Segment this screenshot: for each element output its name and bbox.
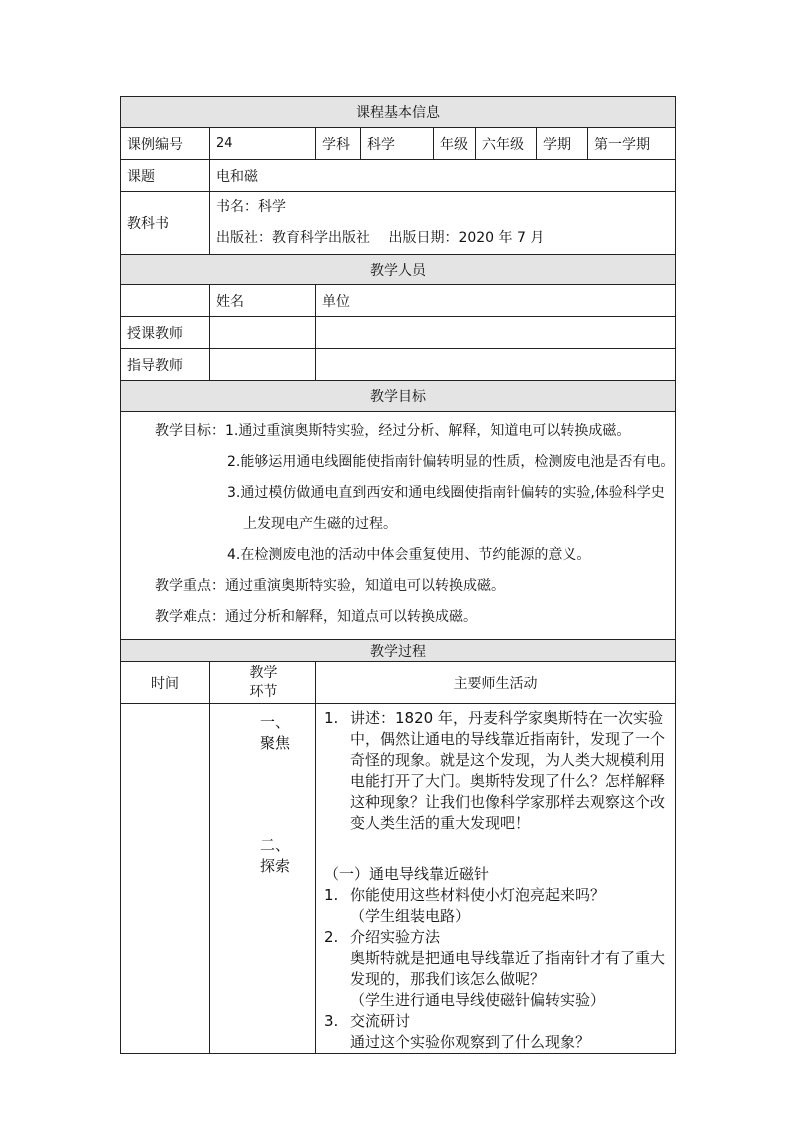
mentor-name (210, 349, 316, 381)
textbook-label: 教科书 (121, 192, 210, 255)
section-staff: 教学人员 (121, 255, 676, 285)
goal-1: 教学目标：1.通过重演奥斯特实验，经过分析、解释，知道电可以转换成磁。 (155, 423, 631, 439)
case-no-label: 课例编号 (121, 128, 210, 160)
grade-label: 年级 (434, 128, 476, 160)
teacher-name (210, 317, 316, 349)
col-stage: 教学环节 (249, 664, 278, 700)
staff-col-name: 姓名 (210, 285, 316, 317)
term-label: 学期 (537, 128, 588, 160)
objectives-block (121, 412, 676, 640)
time-cell (121, 704, 210, 1054)
stage-focus: 一、聚焦 (260, 713, 291, 752)
key-point: 教学重点：通过重演奥斯特实验，知道电可以转换成磁。 (155, 578, 505, 594)
staff-empty-cell (121, 285, 210, 317)
teacher-label: 授课教师 (121, 317, 210, 349)
question-3: 3. 交流研讨 (324, 1012, 411, 1030)
term-value: 第一学期 (588, 128, 676, 160)
subject-label: 学科 (316, 128, 361, 160)
section-basic-info: 课程基本信息 (121, 97, 676, 128)
mentor-label: 指导教师 (121, 349, 210, 381)
question-2-body: 奥斯特就是把通电导线靠近了指南针才有了重大发现的，那我们该怎么做呢？ (350, 949, 666, 988)
case-no-value: 24 (210, 128, 316, 160)
stage-explore: 二、探索 (260, 836, 291, 875)
main-activities (316, 704, 676, 1054)
lesson-plan-table (120, 96, 676, 1054)
goal-3-cont: 上发现电产生磁的过程。 (243, 516, 397, 532)
goal-3: 3.通过模仿做通电直到西安和通电线圈使指南针偏转的实验,体验科学史 (227, 485, 665, 501)
grade-value: 六年级 (476, 128, 537, 160)
intro-item: 1. 讲述：1820 年，丹麦科学家奥斯特在一次实验中，偶然让通电的导线靠近指南针，发现了一个奇怪的现象。就是这个发现，为人类大规模利用电能打开了大门。奥斯特发现了什么？怎样解释这种现象？让我们也像科学家那样去观察这个改变人类生活的重大发现吧！ (324, 708, 669, 834)
teacher-unit (316, 317, 676, 349)
question-2: 2. 介绍实验方法 (324, 928, 441, 946)
publisher-line: 出版社：教育科学出版社 出版日期：2020 年 7 月 (216, 230, 545, 246)
intro-text: 讲述：1820 年，丹麦科学家奥斯特在一次实验中，偶然让通电的导线靠近指南针，发现了一个奇怪的现象。就是这个发现，为人类大规模利用电能打开了大门。奥斯特发现了什么？怎样解释这种现象？让我们也像科学家那样去观察这个改变人类生活的重大发现吧！ (350, 709, 666, 832)
book-name: 书名：科学 (216, 199, 286, 215)
section-title: （一）通电导线靠近磁针 (324, 865, 490, 883)
question-1-note: （学生组装电路） (350, 907, 471, 925)
question-3-body: 通过这个实验你观察到了什么现象？ (350, 1033, 591, 1051)
topic-label: 课题 (121, 160, 210, 192)
difficulty: 教学难点：通过分析和解释，知道点可以转换成磁。 (155, 609, 477, 625)
goal-4: 4.在检测废电池的活动中体会重复使用、节约能源的意义。 (227, 547, 591, 563)
section-process: 教学过程 (121, 640, 676, 662)
subject-value: 科学 (361, 128, 434, 160)
col-time: 时间 (121, 662, 210, 704)
topic-value: 电和磁 (210, 160, 676, 192)
staff-col-unit: 单位 (316, 285, 676, 317)
section-objectives: 教学目标 (121, 381, 676, 412)
col-main: 主要师生活动 (316, 662, 676, 704)
mentor-unit (316, 349, 676, 381)
goal-2: 2.能够运用通电线圈能使指南针偏转明显的性质，检测废电池是否有电。 (227, 454, 675, 470)
question-1: 1. 你能使用这些材料使小灯泡亮起来吗？ (324, 886, 606, 904)
question-2-note: （学生进行通电导线使磁针偏转实验） (350, 991, 606, 1009)
